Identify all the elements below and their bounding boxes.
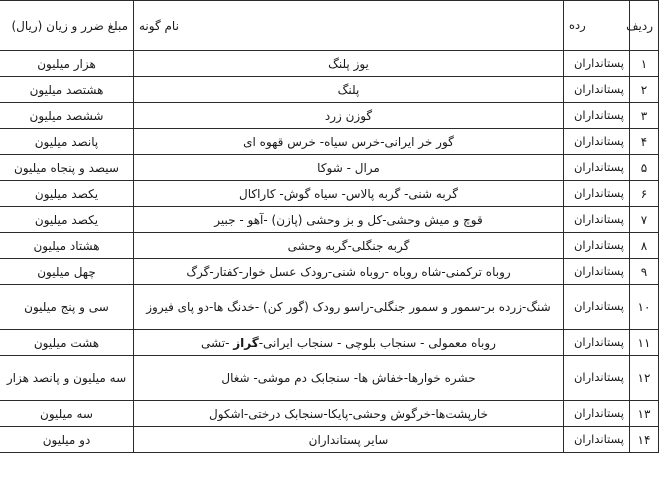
- cell-class: پستانداران: [564, 401, 630, 427]
- cell-species-name: سایر پستانداران: [134, 427, 564, 453]
- cell-class: پستانداران: [564, 77, 630, 103]
- cell-row-no: ۸: [630, 233, 659, 259]
- cell-amount: هشتصد میلیون: [0, 77, 134, 103]
- table-row: [0, 233, 659, 259]
- table-row: [0, 259, 659, 285]
- cell-row-no: ۴: [630, 129, 659, 155]
- cell-amount: سه میلیون: [0, 401, 134, 427]
- cell-species-name: پلنگ: [134, 77, 564, 103]
- cell-species-name: قوچ و میش وحشی-کل و بز وحشی (پازن) -آهو - جبیر: [134, 207, 564, 233]
- cell-row-no: ۳: [630, 103, 659, 129]
- table-row: [0, 181, 659, 207]
- cell-species-name: [134, 330, 564, 356]
- cell-amount: سی و پنج میلیون: [0, 285, 134, 330]
- table-row: [0, 285, 659, 330]
- cell-class: پستانداران: [564, 356, 630, 401]
- cell-row-no: ۱۰: [630, 285, 659, 330]
- species-term-emphasized: گراز: [233, 335, 259, 350]
- table-row: [0, 427, 659, 453]
- cell-class: پستانداران: [564, 330, 630, 356]
- cell-amount: دو میلیون: [0, 427, 134, 453]
- cell-amount: چهل میلیون: [0, 259, 134, 285]
- cell-amount: پانصد میلیون: [0, 129, 134, 155]
- cell-amount: یکصد میلیون: [0, 181, 134, 207]
- cell-class: پستانداران: [564, 207, 630, 233]
- cell-class: پستانداران: [564, 259, 630, 285]
- cell-amount: هشت میلیون: [0, 330, 134, 356]
- cell-class: پستانداران: [564, 233, 630, 259]
- cell-species-name: خارپشت‌ها-خرگوش وحشی-پایکا-سنجابک درختی-اشکول: [134, 401, 564, 427]
- cell-species-name: گوزن زرد: [134, 103, 564, 129]
- header-row: [0, 1, 659, 51]
- cell-row-no: ۱۳: [630, 401, 659, 427]
- cell-species-name: حشره خوارها-خفاش ها- سنجابک دم موشی- شغال: [134, 356, 564, 401]
- table-row: [0, 103, 659, 129]
- table-body: [0, 51, 659, 453]
- cell-row-no: ۷: [630, 207, 659, 233]
- cell-species-name: گور خر ایرانی-خرس سیاه- خرس قهوه ای: [134, 129, 564, 155]
- species-term: روباه معمولی - سنجاب بلوچی - سنجاب ایرانی-: [258, 335, 496, 350]
- cell-amount: ششصد میلیون: [0, 103, 134, 129]
- cell-class: پستانداران: [564, 427, 630, 453]
- cell-species-name: گربه شنی- گربه پالاس- سیاه گوش- کاراکال: [134, 181, 564, 207]
- cell-class: پستانداران: [564, 129, 630, 155]
- table-row: [0, 155, 659, 181]
- cell-amount: هشتاد میلیون: [0, 233, 134, 259]
- cell-species-name: مرال - شوکا: [134, 155, 564, 181]
- table-row: [0, 129, 659, 155]
- cell-row-no: ۱: [630, 51, 659, 77]
- table-row: [0, 356, 659, 401]
- cell-row-no: ۱۴: [630, 427, 659, 453]
- cell-class: پستانداران: [564, 155, 630, 181]
- cell-row-no: ۲: [630, 77, 659, 103]
- cell-amount: هزار میلیون: [0, 51, 134, 77]
- column-header-class: رده: [564, 1, 630, 51]
- species-term: -تشی: [201, 335, 234, 350]
- cell-species-name: شنگ-زرده بر-سمور و سمور جنگلی-راسو رودک (گور کن) -خدنگ ها-دو پای فیروز: [134, 285, 564, 330]
- cell-amount: یکصد میلیون: [0, 207, 134, 233]
- cell-species-name: گربه جنگلی-گربه وحشی: [134, 233, 564, 259]
- column-header-row-no: ردیف: [630, 1, 659, 51]
- table-row: [0, 77, 659, 103]
- cell-row-no: ۶: [630, 181, 659, 207]
- table-header: [0, 1, 659, 51]
- cell-row-no: ۹: [630, 259, 659, 285]
- table-row: [0, 330, 659, 356]
- cell-species-name: روباه ترکمنی-شاه روباه -روباه شنی-رودک عسل خوار-کفتار-گرگ: [134, 259, 564, 285]
- cell-amount: سیصد و پنجاه میلیون: [0, 155, 134, 181]
- table-row: [0, 207, 659, 233]
- column-header-amount: مبلغ ضرر و زیان (ریال): [0, 1, 134, 51]
- table-row: [0, 401, 659, 427]
- cell-class: پستانداران: [564, 103, 630, 129]
- cell-amount: سه میلیون و پانصد هزار: [0, 356, 134, 401]
- cell-class: پستانداران: [564, 285, 630, 330]
- cell-class: پستانداران: [564, 181, 630, 207]
- column-header-species-name: نام گونه: [134, 1, 564, 51]
- cell-species-name: یوز پلنگ: [134, 51, 564, 77]
- cell-row-no: ۱۱: [630, 330, 659, 356]
- cell-class: پستانداران: [564, 51, 630, 77]
- table-row: [0, 51, 659, 77]
- cell-row-no: ۵: [630, 155, 659, 181]
- cell-row-no: ۱۲: [630, 356, 659, 401]
